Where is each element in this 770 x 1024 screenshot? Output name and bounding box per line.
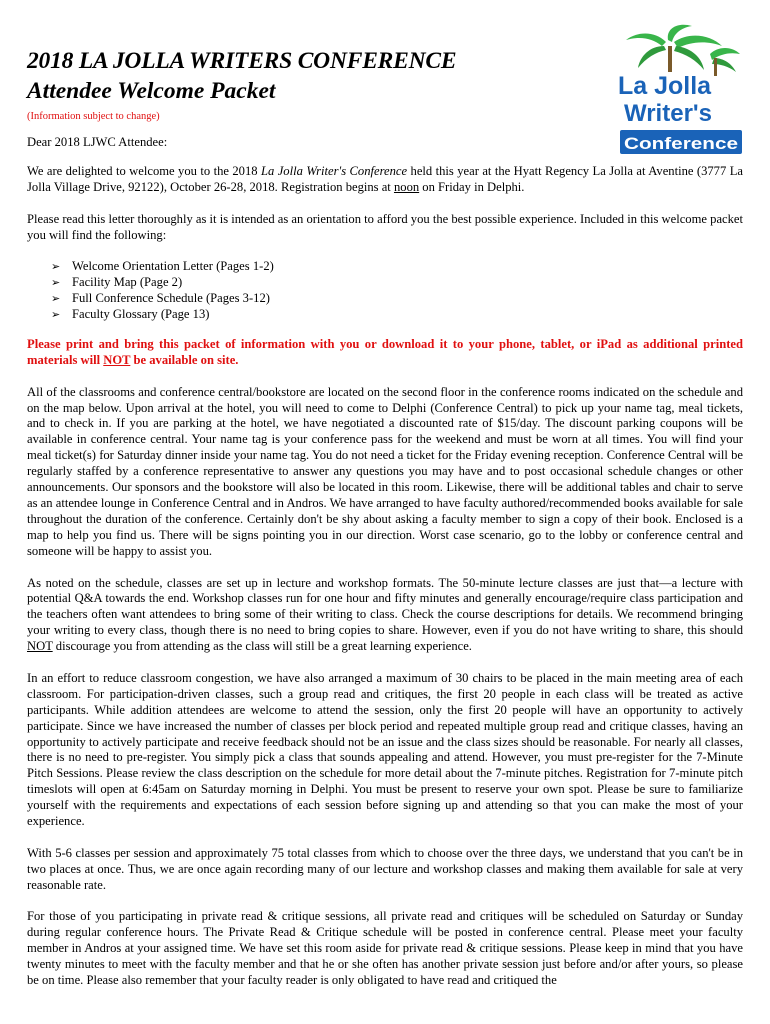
palm-tree-icon bbox=[626, 25, 740, 76]
logo-line-1: La Jolla bbox=[618, 72, 712, 100]
logo-line-3: Conference bbox=[624, 134, 738, 153]
arrow-bullet-icon: ➢ bbox=[51, 260, 61, 274]
class-formats-paragraph: As noted on the schedule, classes are set up in lecture and workshop formats. The 50-minute lecture classes are just that—a lecture with potential Q&A towards the end. Workshop classes run for one hour and fifty minutes and generally encourage/require class participation and the teachers often want attendees to bring some of their writing to class. Check the course descriptions for details. We recommend bringing your writing to every class, though there is no need to bring copies to share. However, even if you do not have writing to share, this should NOT discourage you from attending as the class will still be a great learning experience. bbox=[27, 575, 743, 654]
print-warning: Please print and bring this packet of information with you or download it to your phone, tablet, or iPad as additional printed materials will NOT be available on site. bbox=[27, 336, 743, 367]
subject-to-change-note: (Information subject to change) bbox=[27, 111, 160, 122]
arrow-bullet-icon: ➢ bbox=[51, 292, 61, 306]
packet-contents-paragraph: Please read this letter thoroughly as it is intended as an orientation to afford you the best possible experience. Included in this welcome packet you will find the following: bbox=[27, 211, 744, 242]
private-critique-paragraph: For those of you participating in private read & critique sessions, all private read and critiques will be scheduled on Saturday or Sunday during regular conference hours. The Private Read & Critique schedule will be posted in conference central. Please meet your faculty member in Andros at your assigned time. We have set this room aside for private read & critique sessions. Please keep in mind that you have twenty minutes to meet with the faculty member and that he or she often has another private session just before and/or after yours, so please be on time. Please also remember that your faculty reader is only obligated to have read and critiqued the bbox=[27, 909, 743, 988]
facilities-paragraph: All of the classrooms and conference central/bookstore are located on the second floor in the conference rooms indicated on the schedule and on the map below. Upon arrival at the hotel, you will need to come to Delphi (Conference Central) to pick up your name tag, meal tickets, and to check in. If you are parking at the hotel, we have negotiated a discounted rate of $15/day. The discount parking coupons will be available in conference central. Your name tag is your conference pass for the weekend and must be worn at all times. You will find your meal ticket(s) for Saturday dinner inside your name tag. You do not need a ticket for the Friday evening reception. Conference Central will be regularly staffed by a conference representative to answer any questions you may have and to post occasional schedule changes or other announcements. Our sponsors and the bookstore will also be located in this room. Likewise, there will be additional tables and chair to serve as an attendee lounge in Conference Central and in Andros. We have arranged to have faculty authored/recommended books available for sale throughout the duration of the conference. Certainly don't be shy about asking a faculty member to sign a copy of their book. Enclosed is a map to help you find us. There will be signs pointing you in our direction. Worst case scenario, go to the lobby or conference central and someone will be happy to assist you. bbox=[27, 384, 743, 558]
classroom-congestion-paragraph: In an effort to reduce classroom congestion, we have also arranged a maximum of 30 chairs to be placed in the main meeting area of each classroom. For participation-driven classes, such a group read and critiques, the first 20 people in each class will be treated as active participants. While addition attendees are welcome to attend the session, only the first 20 people will have an opportunity to actively participate. Since we have increased the number of classes per block period and repeated multiple group read and critique classes, having an opportunity to actively participate and receive feedback should not be an issue and the class sizes should be reasonable. For nearly all classes, there is no need to pre-register. You simply pick a class that sounds appealing and attend. However, you must pre-register for the 7-Minute Pitch Sessions. Please review the class description on the schedule for more detail about the 7-minute pitches. Registration for 7-minute pitch timeslots will open at 6:45am on Saturday morning in Delphi. You must be present to reserve your own spot. Please be sure to familiarize yourself with the requirements and expectations of each session before signing up and attending so that you can make the most of your experience. bbox=[27, 670, 743, 829]
document-subtitle: Attendee Welcome Packet bbox=[27, 78, 276, 104]
document-title: 2018 LA JOLLA WRITERS CONFERENCE bbox=[27, 48, 457, 74]
recordings-paragraph: With 5-6 classes per session and approximately 75 total classes from which to choose over the three days, we understand that you can't be in two places at once. Thus, we are once again recording many of our lecture and workshop classes and making them available for sale at very reasonable rate. bbox=[27, 845, 743, 892]
list-item: ➢ Facility Map (Page 2) bbox=[51, 275, 183, 290]
letter-body bbox=[27, 135, 743, 1005]
logo-line-2: Writer's bbox=[624, 100, 712, 127]
arrow-bullet-icon: ➢ bbox=[51, 308, 61, 322]
list-item: ➢ Faculty Glossary (Page 13) bbox=[51, 307, 210, 322]
list-item: ➢ Welcome Orientation Letter (Pages 1-2) bbox=[51, 259, 274, 274]
packet-contents-list bbox=[27, 259, 743, 323]
list-item: ➢ Full Conference Schedule (Pages 3-12) bbox=[51, 291, 270, 306]
arrow-bullet-icon: ➢ bbox=[51, 276, 61, 290]
intro-paragraph: We are delighted to welcome you to the 2018 La Jolla Writer's Conference held this year at the Hyatt Regency La Jolla at Aventine (3777 La Jolla Village Drive, 92122), October 26-28, 2018. Registration begins at noon on Friday in Delphi. bbox=[27, 163, 743, 194]
greeting: Dear 2018 LJWC Attendee: bbox=[27, 135, 168, 149]
